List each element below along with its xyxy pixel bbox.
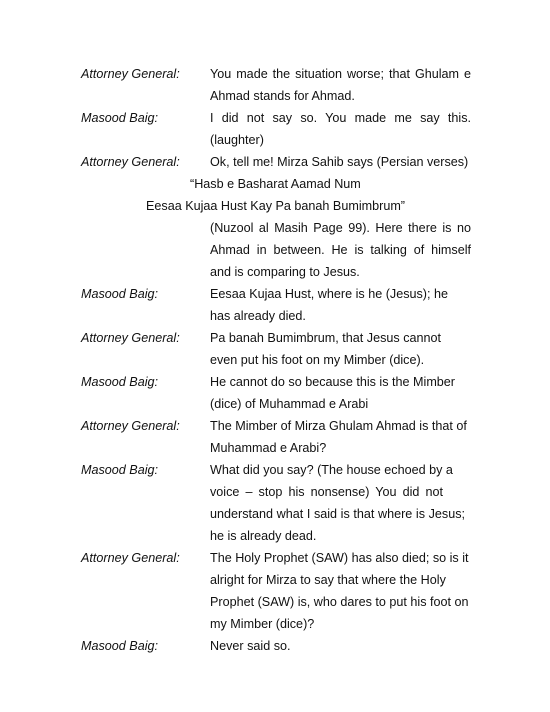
dialogue-line: alright for Mirza to say that where the Holy [210, 573, 446, 587]
speaker-label: Masood Baig: [81, 639, 159, 653]
dialogue-line: (dice) of Muhammad e Arabi [210, 397, 369, 411]
speaker-label: Masood Baig: [81, 111, 159, 125]
dialogue-line: I did not say so. You made me say this. [210, 111, 471, 125]
dialogue-line: (Nuzool al Masih Page 99). Here there is no [210, 221, 471, 235]
dialogue-line: Ahmad stands for Ahmad. [210, 89, 355, 103]
dialogue-line: even put his foot on my Mimber (dice). [210, 353, 425, 367]
dialogue-line: What did you say? (The house echoed by a [210, 463, 453, 477]
dialogue-line: The Holy Prophet (SAW) has also died; so is it [210, 551, 469, 565]
dialogue-line: (laughter) [210, 133, 264, 147]
speaker-label: Masood Baig: [81, 287, 159, 301]
dialogue-line: Never said so. [210, 639, 291, 653]
dialogue-line: He cannot do so because this is the Mimber [210, 375, 456, 389]
dialogue-line: Ahmad in between. He is talking of himself [210, 243, 471, 257]
dialogue-line: Eesaa Kujaa Hust, where is he (Jesus); he [210, 287, 449, 301]
dialogue-line: voice – stop his nonsense) You did not [210, 485, 443, 499]
dialogue-line: my Mimber (dice)? [210, 617, 315, 631]
dialogue-line: You made the situation worse; that Ghulam e [210, 67, 471, 81]
speaker-label: Attorney General: [81, 331, 180, 345]
speaker-label: Masood Baig: [81, 463, 159, 477]
verse-line: “Hasb e Basharat Aamad Num [190, 177, 361, 191]
verse-line: Eesaa Kujaa Hust Kay Pa banah Bumimbrum” [146, 199, 406, 213]
dialogue-line: Ok, tell me! Mirza Sahib says (Persian verses) [210, 155, 469, 169]
dialogue-line: has already died. [210, 309, 306, 323]
dialogue-line: he is already dead. [210, 529, 317, 543]
dialogue-line: Pa banah Bumimbrum, that Jesus cannot [210, 331, 442, 345]
speaker-label: Attorney General: [81, 419, 180, 433]
dialogue-line: understand what I said is that where is Jesus; [210, 507, 465, 521]
speaker-label: Attorney General: [81, 551, 180, 565]
dialogue-line: Muhammad e Arabi? [210, 441, 327, 455]
speaker-label: Masood Baig: [81, 375, 159, 389]
dialogue-line: The Mimber of Mirza Ghulam Ahmad is that of [210, 419, 467, 433]
speaker-label: Attorney General: [81, 67, 180, 81]
speaker-label: Attorney General: [81, 155, 180, 169]
dialogue-line: and is comparing to Jesus. [210, 265, 360, 279]
dialogue-line: Prophet (SAW) is, who dares to put his foot on [210, 595, 469, 609]
